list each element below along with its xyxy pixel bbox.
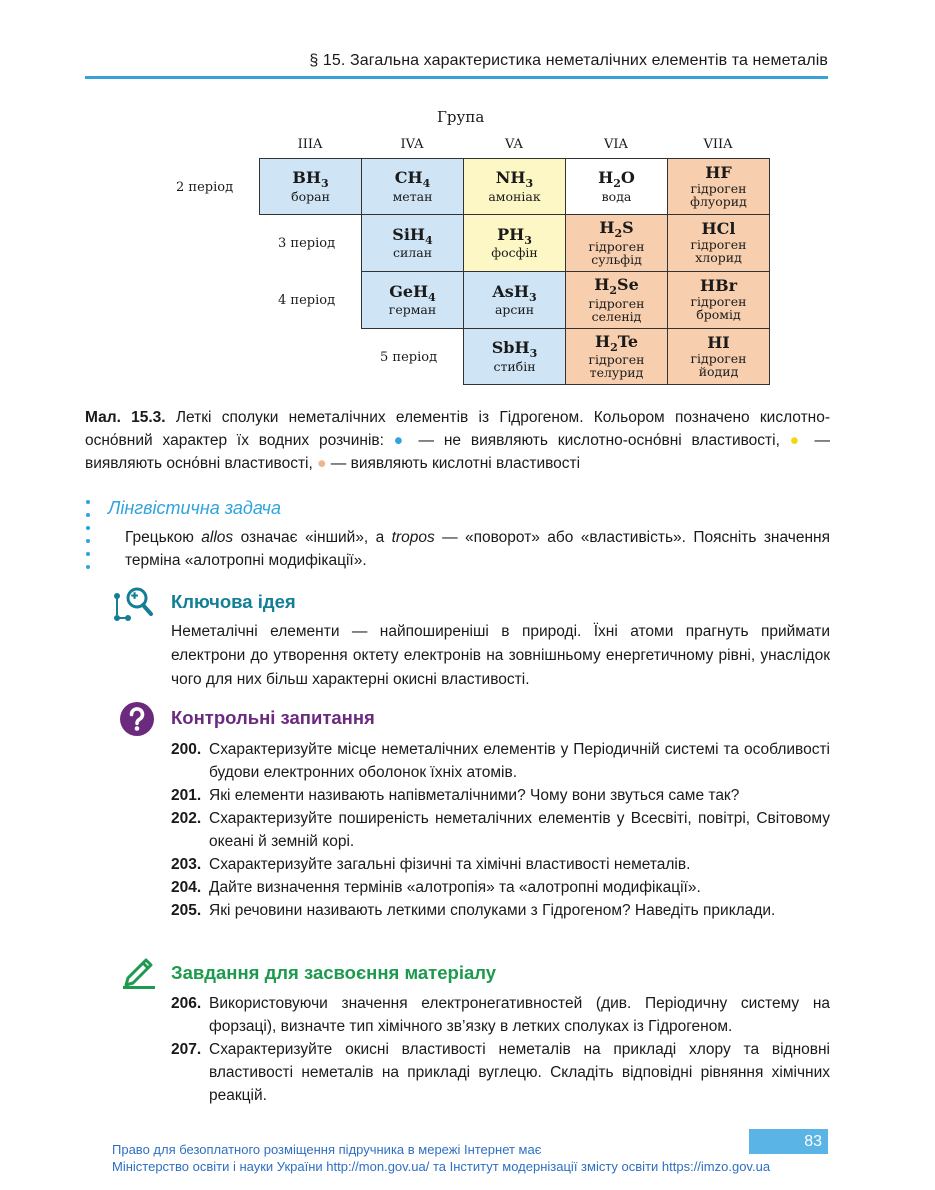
compound-name-line1: гідроген [690,180,747,196]
compound-cell-h2o [565,158,668,215]
legend-dot-blue: ● [393,432,409,449]
compound-cell-h2te [565,328,668,385]
compound-cell-ph3 [463,214,566,272]
compound-name-line1: гідроген [690,350,747,366]
compound-name-line2: хлорид [695,250,742,266]
compound-name-line1: гідроген [588,295,645,311]
compound-cell-geh4 [361,271,464,329]
compound-name-line1: гідроген [588,352,645,368]
tasks-title: Завдання для засвоєння матеріалу [171,962,497,983]
compound-name: боран [291,188,330,204]
compound-cell-ash3 [463,271,566,329]
compound-name-line2: флуорид [690,193,747,209]
list-item: 206. Використовуючи значення електронегативностей (див. Періодичну систему на форзаці), визначте тип хімічного зв’язку в летких сполуках із Гідрогеном. [171,995,830,1035]
compound-formula: HI [707,332,730,352]
compound-name-line1: гідроген [690,294,747,310]
list-item: 203. Схарактеризуйте загальні фізичні та хімічні властивості неметалів. [171,856,691,873]
compound-formula: $BH_3$ [292,168,329,191]
compound-cell-hi [667,328,770,385]
compound-cell-h2se [565,271,668,329]
compound-formula: HF [705,162,732,182]
control-questions-list [171,738,830,922]
pencil-icon [120,952,158,990]
linguistic-title: Лінгвістична задача [108,498,282,518]
compound-name: герман [388,302,437,318]
linguistic-text: Грецькою allos означає «інший», а tropos — «поворот» або «властивість». Поясніть значення терміна «алотропні модифікації». [125,529,830,569]
compound-formula: AsH$_3$ [492,281,537,304]
compound-cell-sbh3 [463,328,566,385]
group-label: Група [437,108,485,126]
tasks-list [171,992,830,1107]
header-rule [85,76,828,79]
compound-formula: $H_2O$ [598,168,635,191]
key-idea-text: Неметалічні елементи — найпоширеніші в природі. Їхні атоми прагнуть приймати електрони до утворення октету електронів на зовнішньому енергетичному рівні, унаслідок чого для них більш характерні окисні властивості. [171,623,830,688]
compound-formula: $PH_3$ [497,224,532,247]
compound-cell-bh3 [259,158,362,215]
caption-label: Мал. 15.3. [85,409,166,426]
footer-license [112,1141,770,1175]
group-header-iva: IVA [400,137,424,152]
compound-formula: $H_2S$ [599,218,634,241]
group-header-viia: VIIA [703,137,733,152]
list-item: 204. Дайте визначення термінів «алотропія» та «алотропні модифікації». [171,879,701,896]
compound-name-line2: йодид [698,363,739,379]
compound-formula: GeH$_4$ [389,281,436,304]
compound-cell-hcl [667,214,770,272]
compound-name: стибін [493,358,536,374]
compound-name-line2: селенід [591,308,642,324]
list-item: 202. Схарактеризуйте поширеність неметалічних елементів у Всесвіті, повітрі, Світовому океані й земній корі. [171,810,830,850]
compound-cell-h2s [565,214,668,272]
compound-name-line2: сульфід [591,251,642,267]
period-label-2: 2 період [176,180,234,195]
group-header-va: VA [505,137,523,152]
group-header-iiia: IIIA [297,137,323,152]
compound-name: арсин [494,302,535,318]
compound-formula: SiH$_4$ [392,224,433,247]
compound-name: амоніак [488,188,541,204]
list-item: 205. Які речовини називають леткими сполуками з Гідрогеном? Наведіть приклади. [171,902,776,919]
compound-formula: HBr [699,276,738,296]
list-item: 207. Схарактеризуйте окисні властивості неметалів на прикладі хлору та відновні властивості неметалів на прикладі вуглецю. Складіть відповідні рівняння хімічних реакцій. [171,1041,830,1104]
compound-formula: $H_2Te$ [594,331,639,354]
page-number: 83 [749,1129,828,1154]
compound-name: фосфін [491,245,538,261]
footer-line-1: Право для безоплатного розміщення підручника в мережі Інтернет має [112,1142,542,1157]
compound-name: вода [601,188,632,204]
figure-caption: Мал. 15.3. Леткі сполуки неметалічних елементів із Гідрогеном. Кольором позначено кислотно-осно́вний характер їх водних розчинів: ● — не виявляють кислотно-осно́вні властивості, ● — виявляють осно́вні властивості, ● — виявляють кислотні властивості [85,409,831,472]
question-icon [119,701,155,737]
compound-formula: $CH_4$ [394,168,431,191]
list-item: 200. Схарактеризуйте місце неметалічних елементів у Періодичній системі та особливості будови електронних оболонок їхніх атомів. [171,741,830,781]
compound-cell-hbr [667,271,770,329]
compound-formula: $NH_3$ [495,168,534,191]
compound-cell-sih4 [361,214,464,272]
compound-name-line2: бромід [696,307,741,323]
group-header-via: VIA [604,137,628,152]
running-header: § 15. Загальна характеристика неметалічних елементів та неметалів [309,52,828,69]
compound-name: силан [392,245,433,261]
footer-line-2: Міністерство освіти і науки України http://mon.gov.ua/ та Інститут модернізації змісту освіти https://imzo.gov.ua [112,1159,771,1174]
compound-formula: HCl [701,219,736,239]
compound-cell-nh3 [463,158,566,215]
legend-dot-yellow: ● [789,432,805,449]
period-label-3: 3 період [278,236,336,251]
compound-name: метан [392,188,433,204]
period-label-4: 4 період [278,293,336,308]
compound-name-line1: гідроген [588,238,645,254]
period-label-5: 5 період [380,350,438,365]
compound-name-line1: гідроген [690,237,747,253]
compound-formula: $H_2Se$ [594,275,639,298]
compound-cell-ch4 [361,158,464,215]
control-questions-title: Контрольні запитання [171,707,375,728]
dotted-marker [86,500,92,578]
compound-formula: SbH$_3$ [491,338,538,361]
legend-dot-orange: ● [317,455,327,472]
list-item: 201. Які елементи називають напівметалічними? Чому вони звуться саме так? [171,787,740,804]
compound-cell-hf [667,158,770,215]
compound-name-line2: телурид [589,365,644,381]
key-idea-icon [112,584,154,624]
key-idea-title: Ключова ідея [171,591,296,612]
